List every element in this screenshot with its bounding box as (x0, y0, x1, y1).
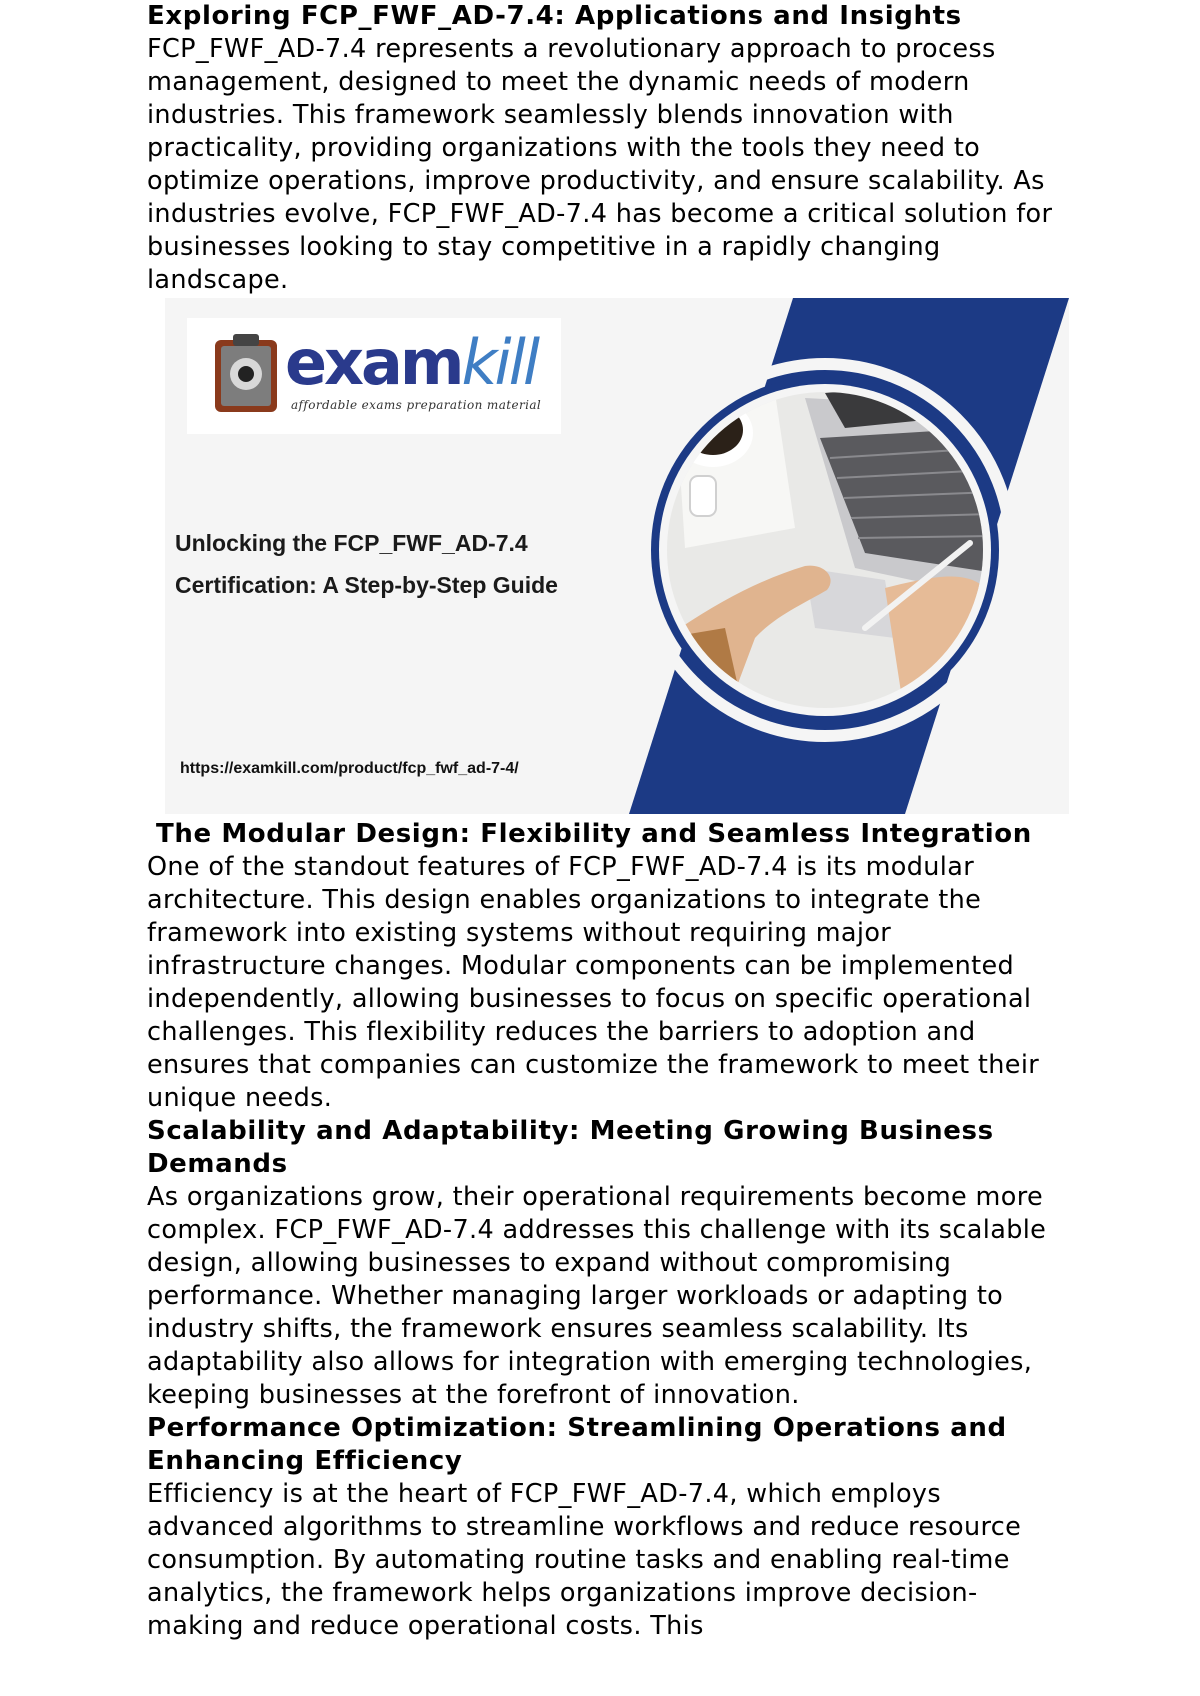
banner-url: https://examkill.com/product/fcp_fwf_ad-7-4/ (180, 760, 519, 777)
intro-paragraph: FCP_FWF_AD-7.4 represents a revolutionary approach to process management, designed to meet the dynamic needs of modern industries. This framework seamlessly blends innovation with practicality, providing organizations with the tools they need to optimize operations, improve productivity, and ensure scalability. As industries evolve, FCP_FWF_AD-7.4 has become a critical solution for businesses looking to stay competitive in a rapidly changing landscape. (147, 34, 1053, 295)
logo-word-accent: kill (461, 326, 538, 399)
section-title-performance: Performance Optimization: Streamlining Operations and Enhancing Efficiency (147, 1413, 1007, 1476)
section-body-modular: One of the standout features of FCP_FWF_AD-7.4 is its modular architecture. This design enables organizations to integrate the framework into existing systems without requiring major infrastructure changes. Modular components can be implemented independently, allowing businesses to focus on specific operational challenges. This flexibility reduces the barriers to adoption and ensures that companies can customize the framework to meet their unique needs. (147, 852, 1040, 1113)
logo-word-main: exam (285, 326, 462, 399)
article-title: Exploring FCP_FWF_AD-7.4: Applications and Insights (147, 1, 962, 31)
document-page (147, 0, 1067, 1643)
promo-banner-image (165, 298, 1069, 814)
section-title-scalability: Scalability and Adaptability: Meeting Growing Business Demands (147, 1116, 994, 1179)
banner-title-line1: Unlocking the FCP_FWF_AD-7.4 (175, 530, 528, 556)
examkill-logo (187, 318, 561, 434)
logo-clipboard-icon (207, 330, 287, 420)
section-body-performance: Efficiency is at the heart of FCP_FWF_AD-7.4, which employs advanced algorithms to streamline workflows and reduce resource consumption. By automating routine tasks and enabling real-time analytics, the framework helps organizations improve decision-making and reduce operational costs. This (147, 1479, 1022, 1641)
banner-title (175, 522, 558, 606)
section-body-scalability: As organizations grow, their operational requirements become more complex. FCP_FWF_AD-7.4 addresses this challenge with its scalable design, allowing businesses to expand without compromising performance. Whether managing larger workloads or adapting to industry shifts, the framework ensures seamless scalability. Its adaptability also allows for integration with emerging technologies, keeping businesses at the forefront of innovation. (147, 1182, 1047, 1410)
section-title-modular: The Modular Design: Flexibility and Seamless Integration (156, 819, 1032, 849)
banner-title-line2: Certification: A Step-by-Step Guide (175, 572, 558, 598)
logo-wordmark (285, 328, 537, 398)
logo-tagline: affordable exams preparation material (291, 398, 542, 412)
